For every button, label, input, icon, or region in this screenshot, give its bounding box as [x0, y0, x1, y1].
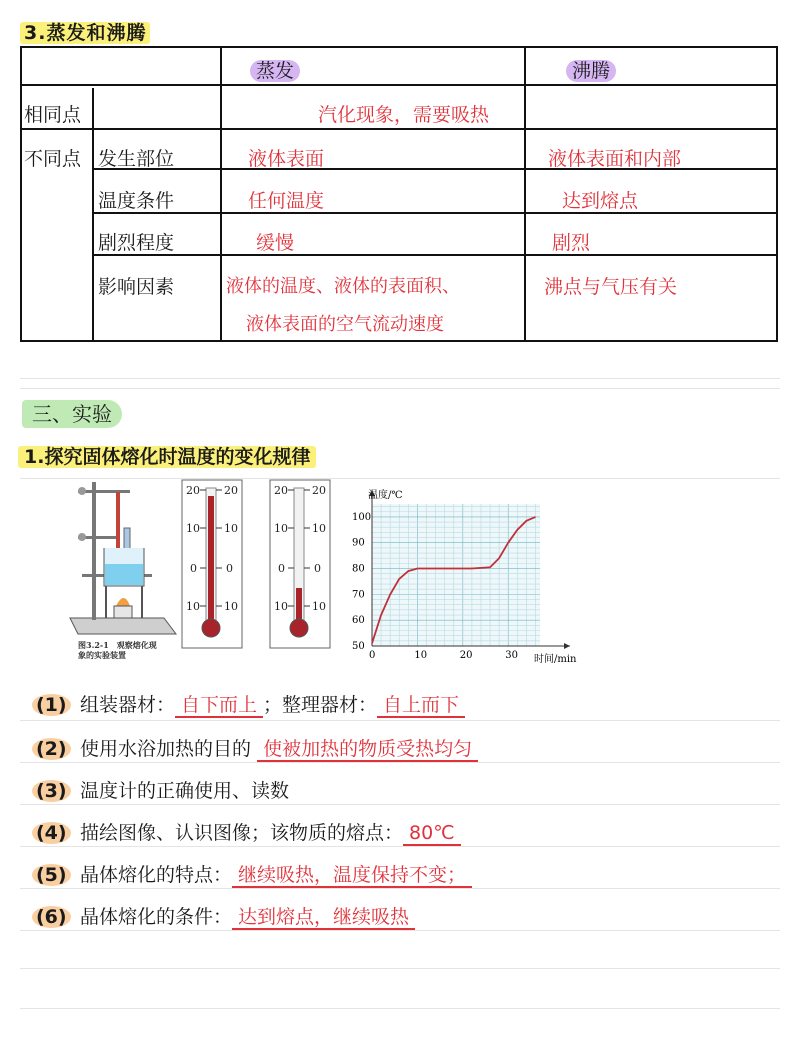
chart-grid [372, 504, 540, 646]
x-tick-label: 10 [414, 650, 428, 661]
scale-label: 10 [186, 600, 200, 613]
row-evap-continued: 液体表面的空气流动速度 [246, 314, 444, 335]
list-item: (3) 温度计的正确使用、读数 [32, 776, 289, 803]
comparison-table [20, 46, 778, 342]
list-item: (6) 晶体熔化的条件： 达到熔点，继续吸热 [32, 902, 415, 929]
scale-label: 0 [226, 562, 233, 575]
ruled-line [20, 930, 780, 931]
scale-label: 10 [224, 600, 238, 613]
scale-label: 20 [186, 484, 200, 497]
scale-label: 10 [312, 600, 326, 613]
row-aspect: 影响因素 [98, 276, 175, 298]
list-item: (4) 描绘图像、认识图像；该物质的熔点： 80℃ [32, 818, 461, 845]
row-boil: 沸点与气压有关 [544, 276, 678, 298]
list-item: (5) 晶体熔化的特点： 继续吸热，温度保持不变； [32, 860, 472, 887]
experiment-heading: 1.探究固体熔化时温度的变化规律 [18, 442, 316, 469]
y-tick-label: 80 [352, 563, 365, 575]
ruled-line [20, 968, 780, 969]
scale-label: 10 [274, 600, 288, 613]
row-evap: 任何温度 [248, 190, 325, 212]
ruled-line [20, 378, 780, 379]
scale-label: 10 [274, 522, 288, 535]
y-tick-label: 60 [352, 615, 365, 627]
row-evap: 缓慢 [256, 232, 295, 254]
x-tick-label: 20 [459, 650, 473, 661]
y-tick-label: 50 [352, 641, 365, 652]
scale-label: 0 [314, 562, 321, 575]
page-title: 3.蒸发和沸腾 [20, 18, 150, 45]
scale-label: 0 [278, 562, 285, 575]
melting-curve-chart [344, 484, 590, 668]
scale-label: 20 [312, 484, 326, 497]
ruled-line [20, 888, 780, 889]
same-label: 相同点 [24, 104, 82, 126]
thermometer-left [180, 478, 244, 650]
y-tick-label: 100 [352, 511, 372, 523]
apparatus-image [68, 478, 178, 640]
section-heading: 三、实验 [22, 398, 122, 427]
x-tick-label: 30 [505, 650, 518, 661]
list-item: (2) 使用水浴加热的目的 使被加热的物质受热均匀 [32, 734, 478, 761]
header-evaporation: 蒸发 [250, 56, 300, 83]
ruled-line [20, 388, 780, 389]
chart-plot-area [372, 504, 540, 646]
scale-label: 20 [274, 484, 288, 497]
row-aspect: 发生部位 [98, 148, 175, 170]
scale-label: 10 [312, 522, 326, 535]
scale-label: 10 [186, 522, 200, 535]
scale-label: 20 [224, 484, 238, 497]
scale-label: 0 [190, 562, 197, 575]
x-tick-label: 0 [369, 650, 376, 661]
row-evap: 液体的温度、液体的表面积、 [226, 276, 460, 297]
y-tick-label: 70 [352, 589, 365, 601]
x-axis-arrow [564, 643, 570, 649]
row-boil: 剧烈 [552, 232, 591, 254]
same-value: 汽化现象，需要吸热 [318, 104, 490, 126]
thermometer-right [268, 478, 332, 650]
ruled-line [20, 762, 780, 763]
list-item: (1) 组装器材： 自下而上 ；整理器材： 自上而下 [32, 690, 465, 717]
ruled-line [20, 804, 780, 805]
row-aspect: 剧烈程度 [98, 232, 175, 254]
y-axis-label: 温度/℃ [368, 490, 403, 501]
row-aspect: 温度条件 [98, 190, 175, 212]
row-boil: 达到熔点 [562, 190, 639, 212]
row-boil: 液体表面和内部 [548, 148, 682, 170]
ruled-line [20, 1008, 780, 1009]
ruled-line [20, 846, 780, 847]
diff-label: 不同点 [24, 148, 82, 170]
header-boiling: 沸腾 [566, 56, 616, 83]
row-evap: 液体表面 [248, 148, 325, 170]
figure-caption: 图3.2-1 观察熔化现 象的实验装置 [78, 640, 157, 660]
y-tick-label: 90 [352, 537, 365, 549]
x-axis-label: 时间/min [534, 654, 577, 665]
ruled-line [20, 720, 780, 721]
scale-label: 10 [224, 522, 238, 535]
